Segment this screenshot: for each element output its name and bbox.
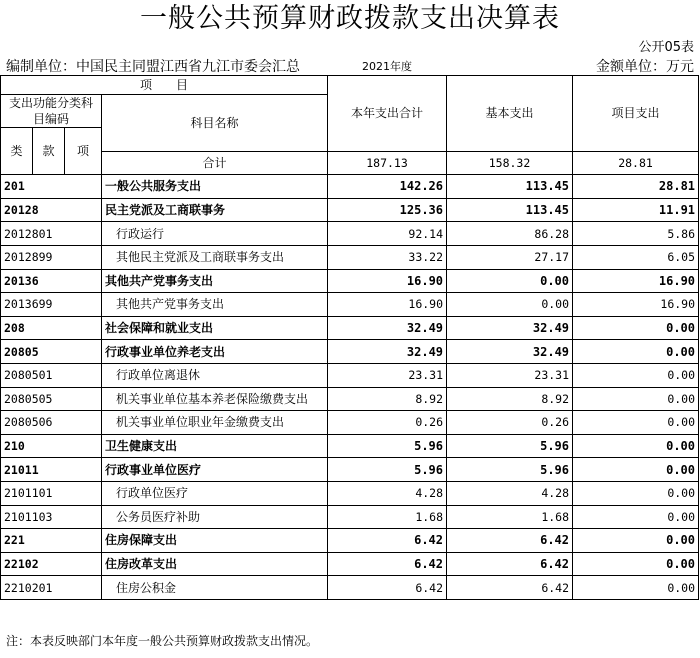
- unit-row: [0, 56, 700, 74]
- row-value-1: 4.28: [328, 481, 447, 505]
- table-row: [1, 529, 699, 553]
- row-name: 行政事业单位医疗: [102, 458, 328, 482]
- row-value-2: 1.68: [447, 505, 573, 529]
- total-col2: 158.32: [447, 151, 573, 175]
- total-col3: 28.81: [573, 151, 699, 175]
- row-value-1: 5.96: [328, 434, 447, 458]
- row-value-2: 5.96: [447, 434, 573, 458]
- row-value-2: 86.28: [447, 222, 573, 246]
- row-value-2: 4.28: [447, 481, 573, 505]
- row-value-2: 0.00: [447, 269, 573, 293]
- row-code: 20805: [1, 340, 102, 364]
- row-value-3: 0.00: [573, 481, 699, 505]
- row-code: 21011: [1, 458, 102, 482]
- row-value-1: 16.90: [328, 269, 447, 293]
- table-row: [1, 316, 699, 340]
- header-code: 支出功能分类科目编码: [1, 95, 102, 128]
- table-row: [1, 175, 699, 199]
- row-value-3: 0.00: [573, 363, 699, 387]
- row-name: 卫生健康支出: [102, 434, 328, 458]
- row-code: 20128: [1, 198, 102, 222]
- row-name: 公务员医疗补助: [102, 505, 328, 529]
- row-code: 2210201: [1, 576, 102, 600]
- row-code: 2101103: [1, 505, 102, 529]
- report-title: 一般公共预算财政拨款支出决算表: [140, 3, 560, 34]
- row-value-2: 27.17: [447, 245, 573, 269]
- row-name: 住房公积金: [102, 576, 328, 600]
- table-row: [1, 458, 699, 482]
- row-code: 221: [1, 529, 102, 553]
- row-value-3: 0.00: [573, 529, 699, 553]
- table-row: [1, 198, 699, 222]
- row-name: 其他共产党事务支出: [102, 269, 328, 293]
- row-value-1: 92.14: [328, 222, 447, 246]
- table-row: [1, 576, 699, 600]
- header-kuan: 款: [33, 128, 65, 175]
- row-name: 行政单位医疗: [102, 481, 328, 505]
- table-row: [1, 387, 699, 411]
- row-value-3: 11.91: [573, 198, 699, 222]
- table-row: [1, 505, 699, 529]
- row-value-3: 0.00: [573, 387, 699, 411]
- row-name: 行政运行: [102, 222, 328, 246]
- row-name: 住房改革支出: [102, 552, 328, 576]
- row-code: 22102: [1, 552, 102, 576]
- total-col1: 187.13: [328, 151, 447, 175]
- row-code: 2012801: [1, 222, 102, 246]
- row-value-3: 16.90: [573, 293, 699, 317]
- row-name: 一般公共服务支出: [102, 175, 328, 199]
- table-row: [1, 552, 699, 576]
- total-label: 合计: [102, 151, 328, 175]
- row-code: 201: [1, 175, 102, 199]
- row-value-3: 0.00: [573, 411, 699, 435]
- row-code: 2080501: [1, 363, 102, 387]
- table-row: [1, 434, 699, 458]
- row-value-1: 5.96: [328, 458, 447, 482]
- org-label: 编制单位：中国民主同盟江西省九江市委会汇总: [6, 59, 300, 75]
- row-code: 2013699: [1, 293, 102, 317]
- row-value-1: 16.90: [328, 293, 447, 317]
- row-value-2: 23.31: [447, 363, 573, 387]
- row-code: 2012899: [1, 245, 102, 269]
- header-col3: 项目支出: [573, 76, 699, 152]
- header-xiang: 项: [65, 128, 102, 175]
- row-value-2: 6.42: [447, 529, 573, 553]
- row-value-3: 0.00: [573, 552, 699, 576]
- row-name: 民主党派及工商联事务: [102, 198, 328, 222]
- row-value-3: 0.00: [573, 458, 699, 482]
- row-value-2: 5.96: [447, 458, 573, 482]
- table-row: [1, 269, 699, 293]
- row-name: 社会保障和就业支出: [102, 316, 328, 340]
- row-value-1: 32.49: [328, 340, 447, 364]
- row-value-3: 5.86: [573, 222, 699, 246]
- header-col2: 基本支出: [447, 76, 573, 152]
- row-name: 机关事业单位职业年金缴费支出: [102, 411, 328, 435]
- row-name: 其他民主党派及工商联事务支出: [102, 245, 328, 269]
- row-code: 2080506: [1, 411, 102, 435]
- table-row: [1, 411, 699, 435]
- row-value-2: 32.49: [447, 340, 573, 364]
- report-year: 2021年度: [362, 60, 412, 73]
- expenditure-table: [0, 75, 699, 600]
- row-value-1: 142.26: [328, 175, 447, 199]
- row-code: 2101101: [1, 481, 102, 505]
- row-name: 行政事业单位养老支出: [102, 340, 328, 364]
- row-value-2: 6.42: [447, 552, 573, 576]
- row-value-3: 0.00: [573, 434, 699, 458]
- row-value-1: 1.68: [328, 505, 447, 529]
- row-value-1: 23.31: [328, 363, 447, 387]
- row-value-3: 0.00: [573, 316, 699, 340]
- row-value-2: 0.00: [447, 293, 573, 317]
- header-col1: 本年支出合计: [328, 76, 447, 152]
- row-value-2: 8.92: [447, 387, 573, 411]
- table-row: [1, 363, 699, 387]
- row-name: 住房保障支出: [102, 529, 328, 553]
- row-value-1: 6.42: [328, 529, 447, 553]
- row-value-2: 113.45: [447, 198, 573, 222]
- row-value-1: 8.92: [328, 387, 447, 411]
- header-item: 项 目: [1, 76, 328, 95]
- header-row-1: [1, 76, 699, 95]
- table-row: [1, 222, 699, 246]
- row-value-1: 0.26: [328, 411, 447, 435]
- table-row: [1, 245, 699, 269]
- row-value-1: 6.42: [328, 552, 447, 576]
- row-name: 其他共产党事务支出: [102, 293, 328, 317]
- table-row: [1, 293, 699, 317]
- row-value-2: 6.42: [447, 576, 573, 600]
- row-value-3: 16.90: [573, 269, 699, 293]
- amount-unit: 金额单位：万元: [596, 59, 694, 75]
- row-value-3: 0.00: [573, 340, 699, 364]
- row-value-2: 113.45: [447, 175, 573, 199]
- table-row: [1, 481, 699, 505]
- row-code: 210: [1, 434, 102, 458]
- row-value-2: 0.26: [447, 411, 573, 435]
- table-row: [1, 340, 699, 364]
- header-name: 科目名称: [102, 95, 328, 152]
- row-value-1: 6.42: [328, 576, 447, 600]
- row-value-1: 32.49: [328, 316, 447, 340]
- row-name: 机关事业单位基本养老保险缴费支出: [102, 387, 328, 411]
- header-lei: 类: [1, 128, 33, 175]
- row-value-3: 0.00: [573, 576, 699, 600]
- row-code: 2080505: [1, 387, 102, 411]
- form-number: 公开05表: [638, 40, 694, 55]
- row-value-3: 28.81: [573, 175, 699, 199]
- footnote: 注：本表反映部门本年度一般公共预算财政拨款支出情况。: [6, 634, 319, 648]
- row-code: 20136: [1, 269, 102, 293]
- row-value-1: 125.36: [328, 198, 447, 222]
- row-value-3: 6.05: [573, 245, 699, 269]
- row-value-1: 33.22: [328, 245, 447, 269]
- row-name: 行政单位离退休: [102, 363, 328, 387]
- row-value-2: 32.49: [447, 316, 573, 340]
- row-code: 208: [1, 316, 102, 340]
- row-value-3: 0.00: [573, 505, 699, 529]
- total-row: [1, 151, 699, 175]
